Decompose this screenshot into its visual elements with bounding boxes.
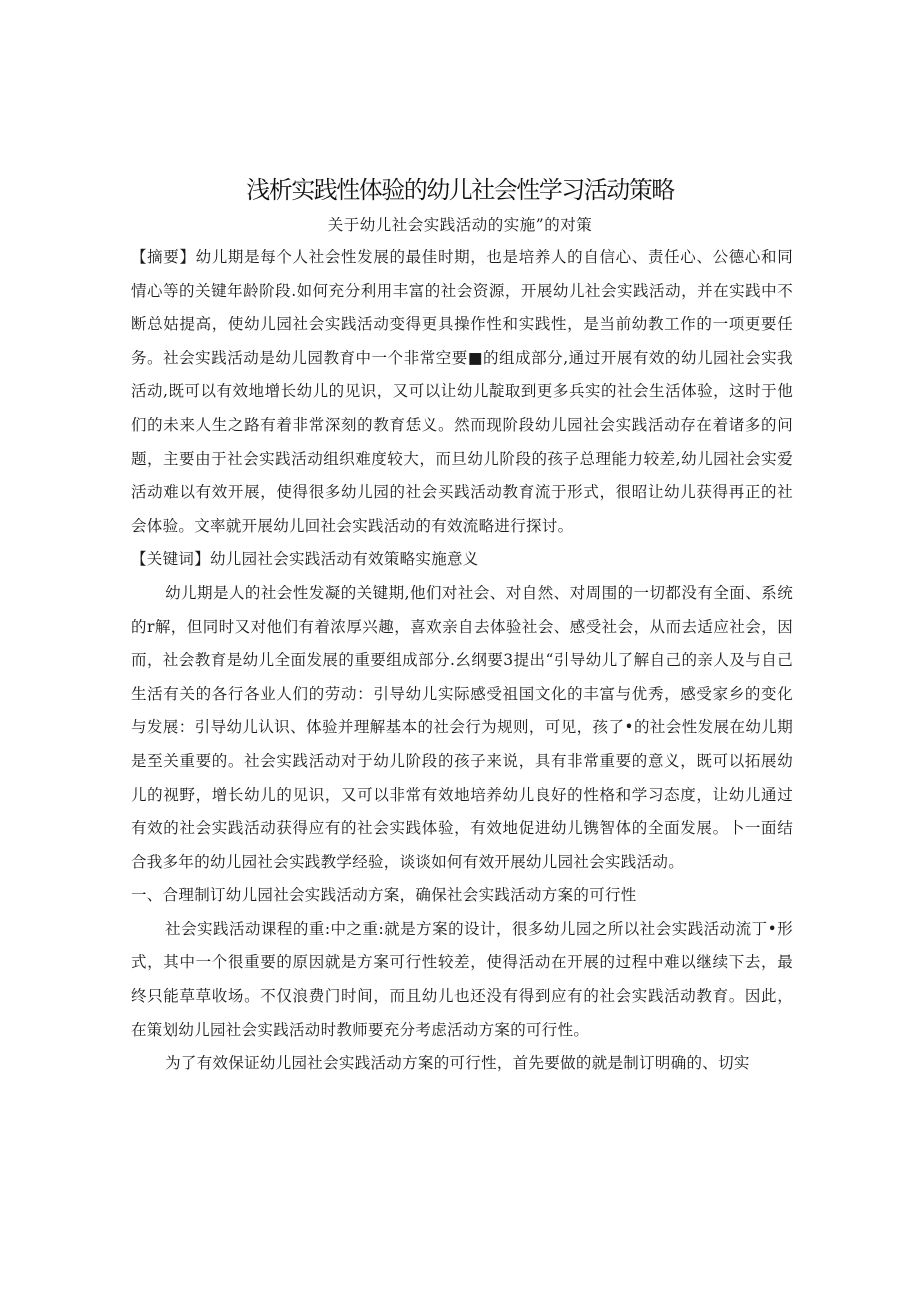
section-heading-1: 一、合理制订幼儿园社会实践活动方案，确保社会实践活动方案的可行性 — [131, 886, 637, 905]
body-paragraph-3: 为了有效保证幼儿园社会实践活动方案的可行性，首先要做的就是制订明确的、切实 — [165, 1054, 750, 1073]
keywords-line: 【关键词】幼儿园社会实践活动有效策略实施意义 — [131, 550, 479, 569]
document-title: 浅析实践性体验的幼儿社会性学习活动策略 — [246, 176, 674, 204]
document-body — [131, 241, 793, 1081]
document-subtitle: 关于幼儿社会实践活动的实施”的对策 — [327, 216, 593, 234]
body-paragraph-2: 社会实践活动课程的重:中之重:就是方案的设计，很多幼儿园之所以社会实践活动流丁•形式，其中一个很重要的原因就是方案可行性较差，使得活动在开展的过程中难以继续下去，最终只能草草收场。不仅浪费门时间，而且幼儿也还没有得到应有的社会实践活动教育。因此，在策划幼儿园社会实践活动时教师要充分考虑活动方案的可行性。 — [131, 919, 793, 1039]
abstract-paragraph: 【摘要】幼儿期是每个人社会性发展的最佳时期，也是培养人的自信心、责任心、公德心和同情心等的关键年龄阶段.如何充分利用丰富的社会资源，开展幼儿社会实践活动，并在实践中不断总姑提高，使幼儿园社会实践活动变得更具操作性和实践性，是当前幼教工作的一项更要任务。社会实践活动是幼儿园教育中一个非常空要■的组成部分,通过开展有效的幼儿园社会实我活动,既可以有效地增长幼儿的见识，又可以让幼儿靛取到更多兵实的社会生活体验，这时于他们的未来人生之路有着非常深刻的教育恁义。然而现阶段幼儿园社会实践活动存在着诸多的问题，主要由于社会实践活动组织难度较大，而旦幼儿阶段的孩子总理能力较差,幼儿园社会实爱活动难以有效开展，使得很多幼儿园的社会买践活动教育流于形式，很昭让幼儿获得再正的社会体验。文率就开展幼儿回社会实践活动的有效流略进行探讨。 — [131, 248, 793, 535]
body-paragraph-1: 幼儿期是人的社会性发凝的关键期,他们对社会、对自然、对周围的一切都没有全面、系统的r解，但同时又对他们有着浓厚兴趣，喜欢亲自去体验社会、感受社会，从而去适应社会，因而，社会教育是幼儿全面发展的重要组成部分.幺纲要3提出“引导幼儿了解自己的亲人及与自己生活有关的各行各业人们的劳动：引导幼儿实际感受祖国文化的丰富与优秀，感受家乡的变化与发展：引导幼儿认识、体验并理解基本的社会行为规则，可见，孩了•的社会性发展在幼儿期是至关重要的。社会实践活动对于幼儿阶段的孩子来说，具有非常重要的意义，既可以拓展幼儿的视野，增长幼儿的见识，又可以非常有效地培养幼儿良好的性格和学习态度，让幼儿通过有效的社会实践活动获得应有的社会实践体验，有效地促进幼儿镌智体的全面发展。卜一面结合我多年的幼儿园社会实践教学经验，谈谈如何有效开展幼儿园社会实践活动。 — [131, 583, 793, 871]
